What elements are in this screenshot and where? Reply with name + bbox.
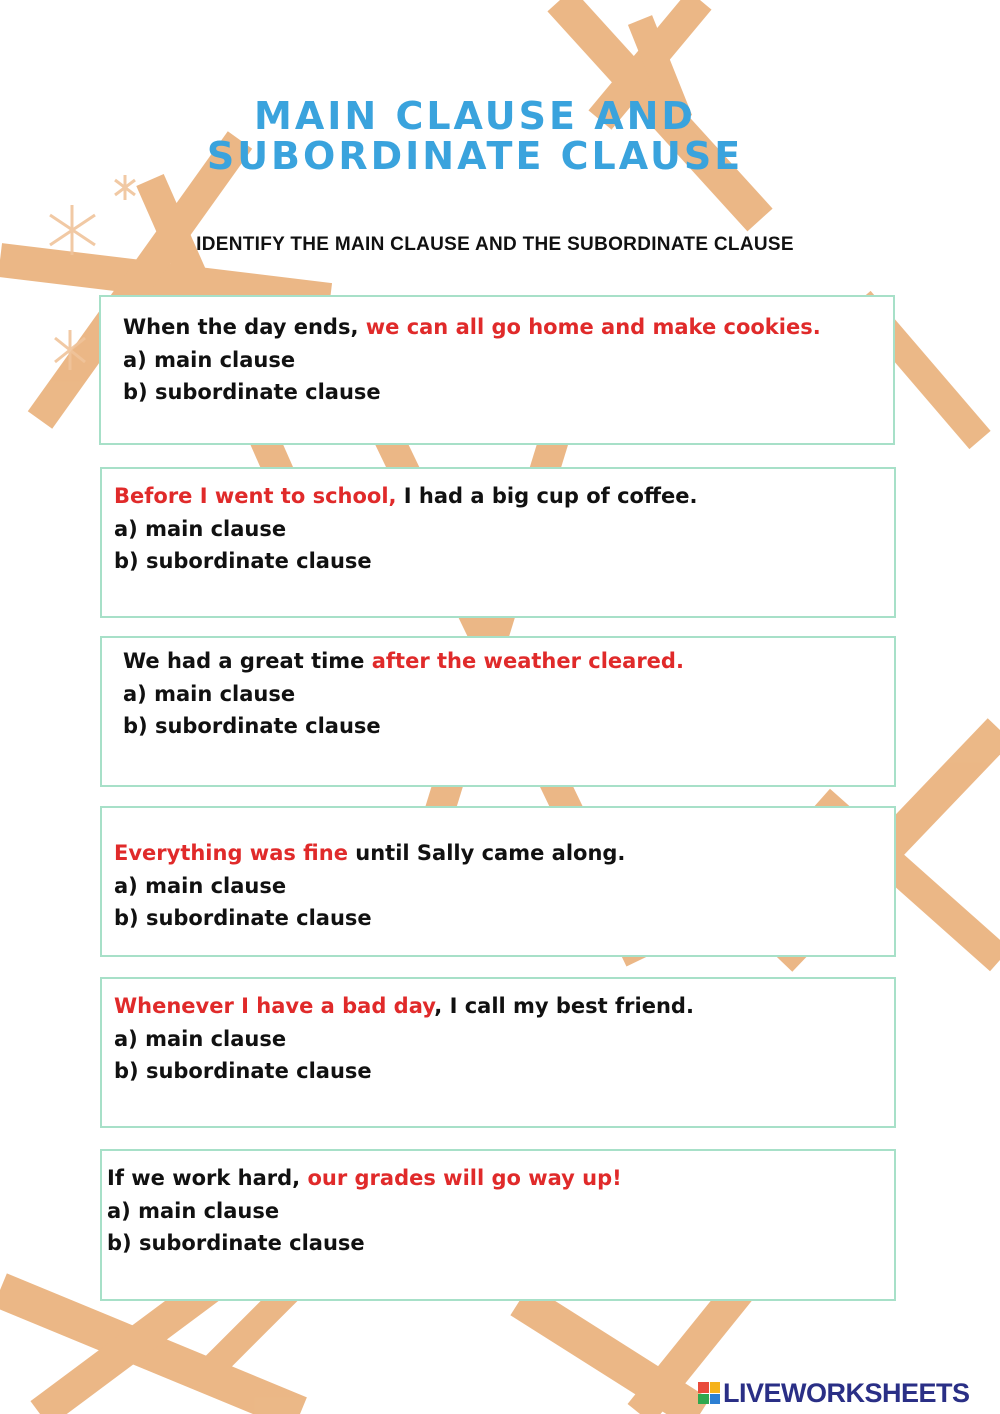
- sentence-highlight: we can all go home and make cookies.: [365, 315, 821, 339]
- question-sentence: [114, 480, 697, 513]
- question-box-5: [100, 977, 896, 1128]
- instruction: IDENTIFY THE MAIN CLAUSE AND THE SUBORDINATE CLAUSE: [196, 234, 794, 255]
- option-b[interactable]: b) subordinate clause: [123, 714, 381, 738]
- question-sentence: [114, 990, 694, 1023]
- brand-name: LIVEWORKSHEETS: [723, 1377, 970, 1408]
- sentence-text-end: until Sally came along.: [347, 841, 626, 865]
- sentence-text-end: I had a big cup of coffee.: [396, 484, 698, 508]
- question-box-4: [100, 806, 896, 957]
- title-line-2: SUBORDINATE CLAUSE: [206, 134, 744, 178]
- option-b[interactable]: b) subordinate clause: [114, 549, 372, 573]
- sentence-highlight: Before I went to school,: [114, 484, 397, 508]
- sentence-text-end: , I call my best friend.: [434, 994, 694, 1018]
- option-a[interactable]: a) main clause: [107, 1198, 280, 1223]
- option-a[interactable]: a) main clause: [114, 873, 287, 898]
- question-box-3: [100, 636, 896, 787]
- option-a[interactable]: a) main clause: [123, 681, 296, 706]
- question-sentence: [123, 645, 684, 678]
- sentence-text: If we work hard,: [107, 1166, 308, 1190]
- option-b[interactable]: b) subordinate clause: [114, 1059, 372, 1083]
- question-sentence: [107, 1162, 622, 1195]
- sentence-highlight: our grades will go way up!: [307, 1166, 622, 1190]
- question-sentence: [123, 311, 821, 344]
- option-b[interactable]: b) subordinate clause: [123, 380, 381, 404]
- title-line-1: MAIN CLAUSE AND: [254, 94, 696, 138]
- sentence-highlight: Whenever I have a bad day: [114, 994, 435, 1018]
- sentence-text: When the day ends,: [123, 315, 366, 339]
- worksheet-title: [0, 96, 950, 176]
- question-sentence: [114, 837, 625, 870]
- option-b[interactable]: b) subordinate clause: [107, 1231, 365, 1255]
- question-box-6: [100, 1149, 896, 1301]
- sentence-highlight: Everything was fine: [114, 841, 348, 865]
- sentence-highlight: after the weather cleared.: [371, 649, 684, 673]
- option-b[interactable]: b) subordinate clause: [114, 906, 372, 930]
- option-a[interactable]: a) main clause: [123, 347, 296, 372]
- liveworksheets-logo: [698, 1378, 970, 1408]
- logo-mark-icon: [698, 1382, 720, 1404]
- sentence-text: We had a great time: [123, 649, 372, 673]
- option-a[interactable]: a) main clause: [114, 1026, 287, 1051]
- option-a[interactable]: a) main clause: [114, 516, 287, 541]
- question-box-1: [99, 295, 895, 445]
- question-box-2: [100, 467, 896, 618]
